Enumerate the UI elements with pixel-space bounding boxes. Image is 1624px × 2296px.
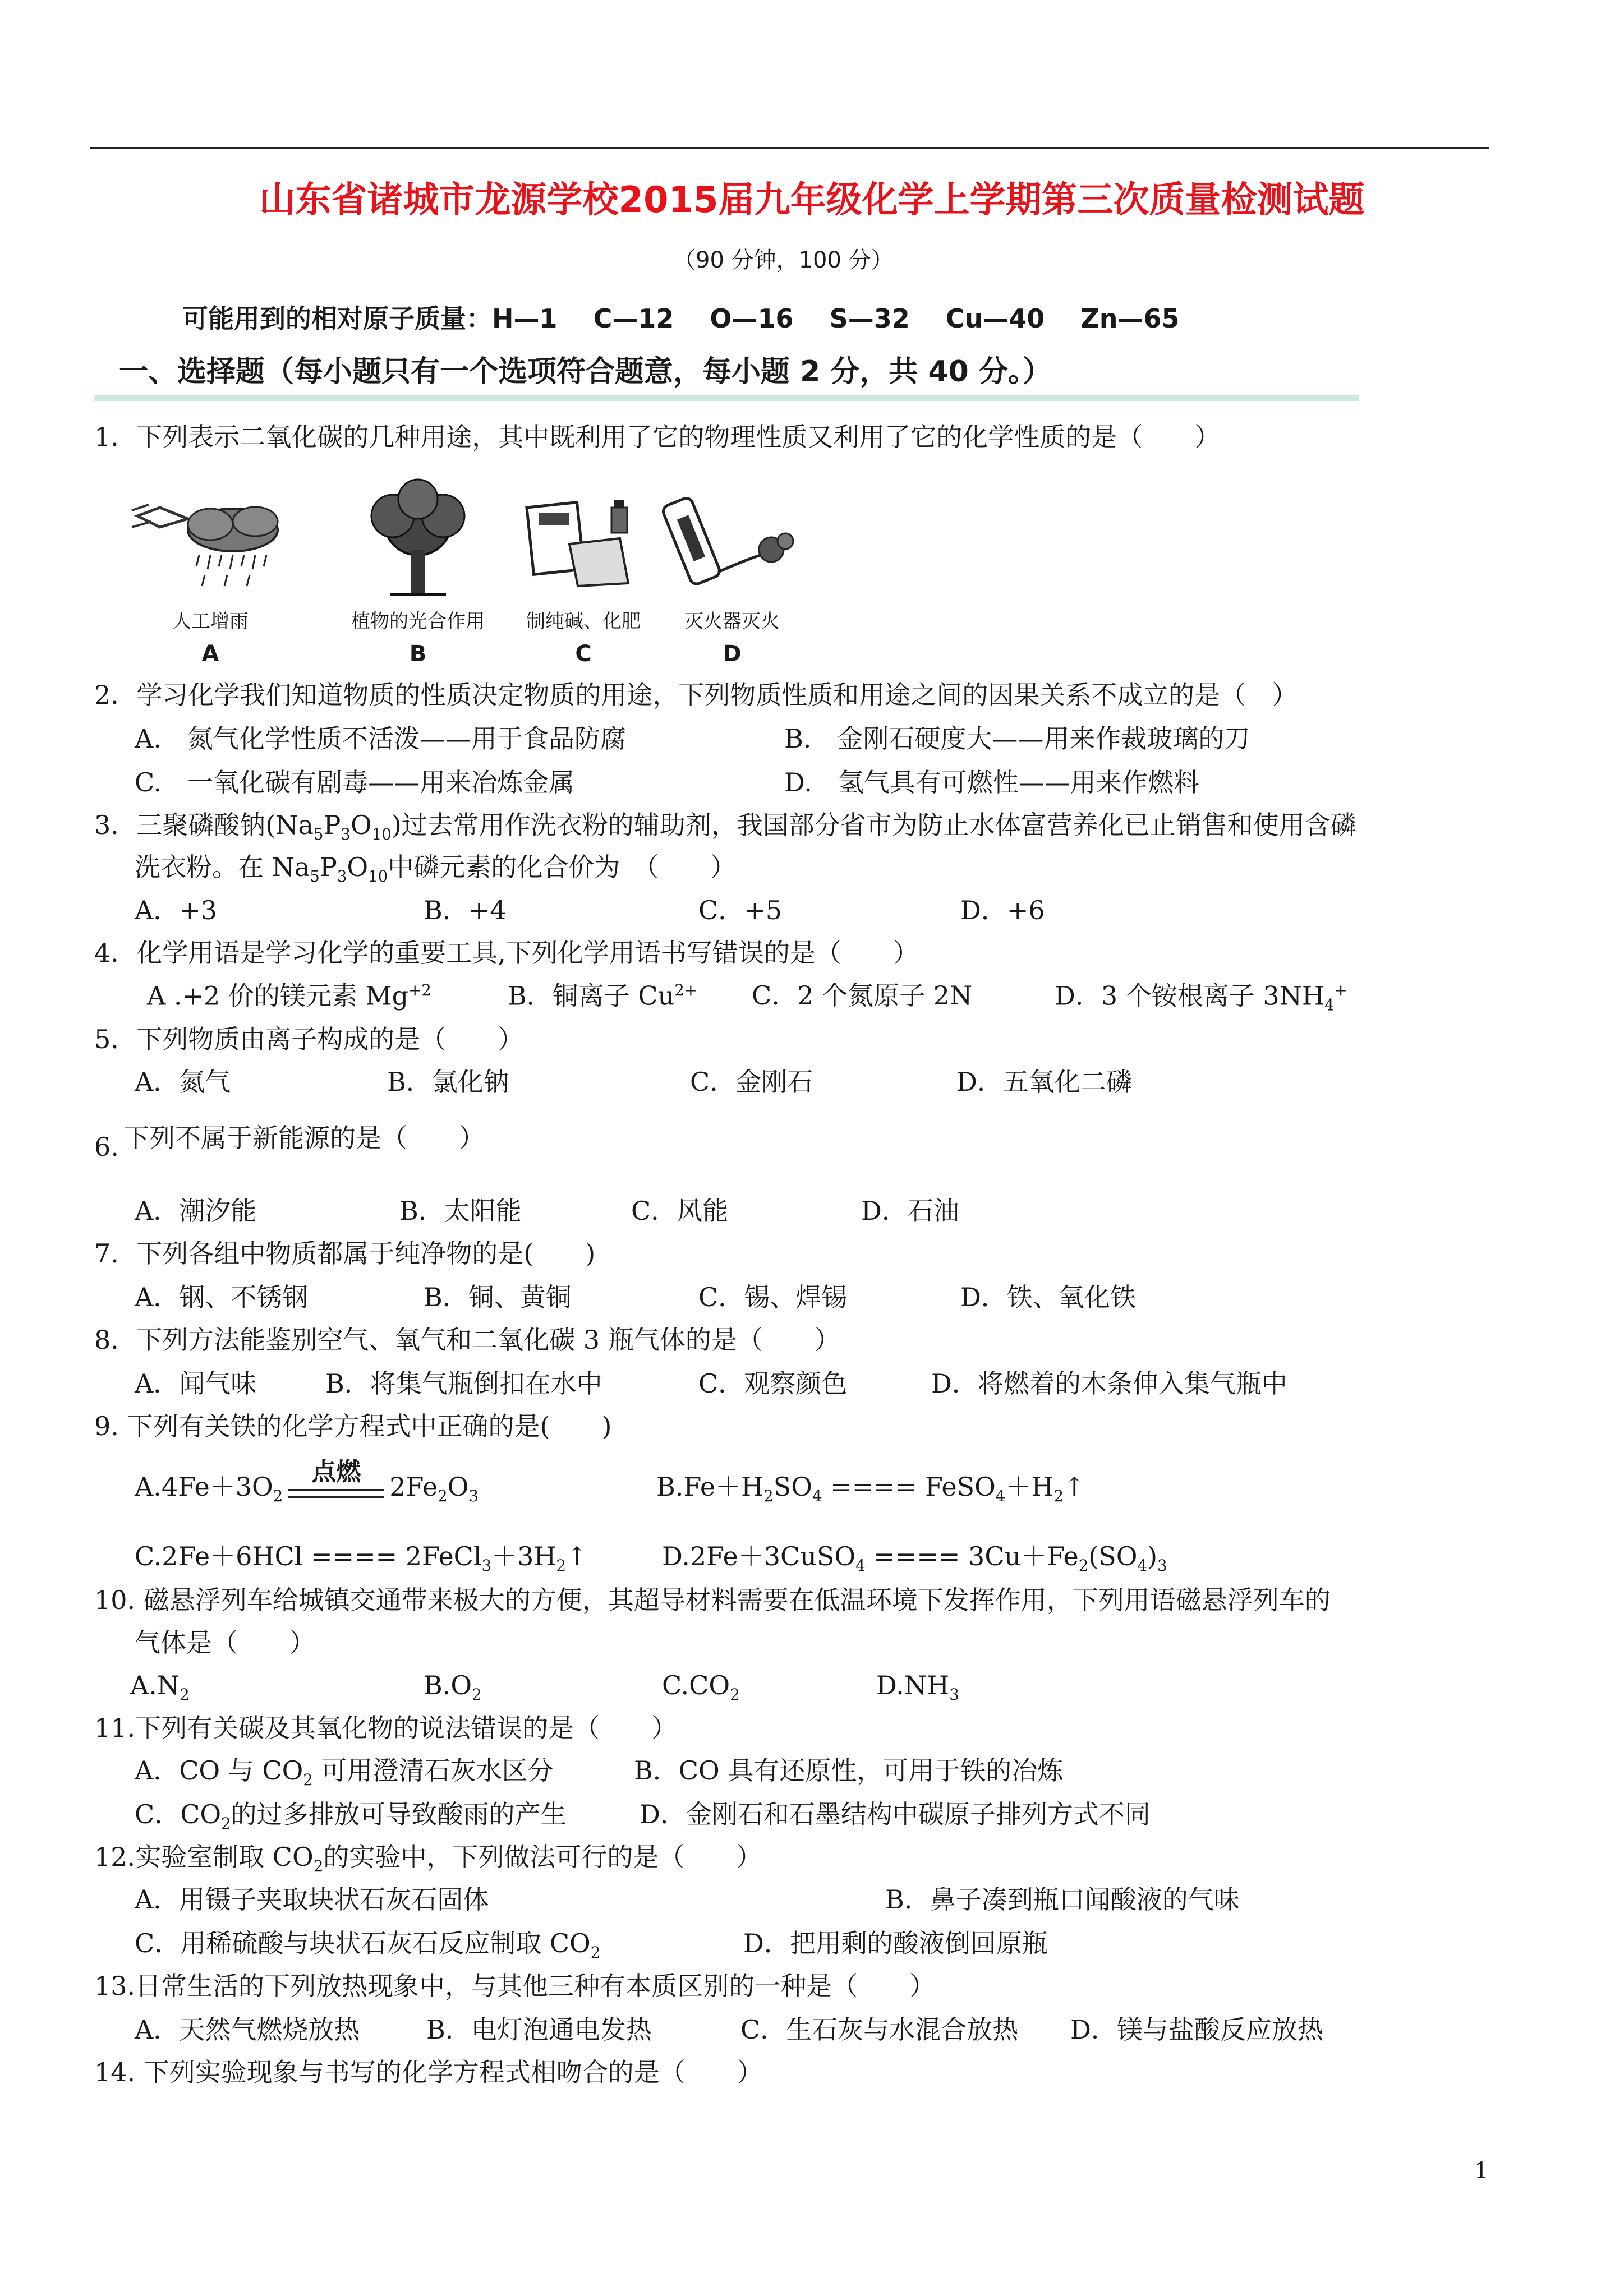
q3-stem-line2: 洗衣粉。在 $Na_5P_3O_{10}$中磷元素的化合价为 （ ） <box>135 852 737 886</box>
q6-option-a: A．潮汐能 <box>135 1196 257 1226</box>
page-number: 1 <box>1474 2158 1489 2184</box>
section-heading: 一、选择题（每小题只有一个选项符合题意，每小题 2 分，共 40 分。） <box>119 355 1052 389</box>
q8-stem: 8．下列方法能鉴别空气、氧气和二氧化碳 3 瓶气体的是（ ） <box>94 1325 840 1355</box>
q12-option-d: D．把用剩的酸液倒回原瓶 <box>743 1928 1048 1958</box>
figure-letter: D <box>723 641 742 667</box>
q10-option-c: $C.CO_2$ <box>662 1670 740 1704</box>
q7-option-b: B．铜、黄铜 <box>424 1282 572 1312</box>
tree-icon <box>323 477 513 606</box>
fertilizer-bag-icon <box>508 477 659 606</box>
fire-extinguisher-icon <box>659 477 805 606</box>
q10-option-d: $D.NH_3$ <box>876 1670 959 1704</box>
q4-option-d: D．3 个铵根离子 $3NH_4^+$ <box>1055 980 1347 1015</box>
q6-option-b: B．太阳能 <box>399 1196 522 1226</box>
q2-option-d: D. 氢气具有可燃性——用来作燃料 <box>784 767 1199 797</box>
q9-option-d: D.2Fe＋3CuSO$_4$ ==== $3Cu+Fe_2(SO_4)_3$ <box>662 1541 1167 1575</box>
q8-option-b: B．将集气瓶倒扣在水中 <box>325 1368 602 1399</box>
figure-caption: 植物的光合作用 <box>351 610 485 633</box>
q9-stem: 9. 下列有关铁的化学方程式中正确的是( ) <box>94 1411 612 1441</box>
q13-option-a: A．天然气燃烧放热 <box>135 2014 360 2045</box>
q10-option-b: $B.O_2$ <box>424 1670 482 1704</box>
q4-option-c: C．2 个氮原子 2N <box>752 980 973 1011</box>
q11-option-c: C．$CO_2$的过多排放可导致酸雨的产生 <box>135 1799 567 1833</box>
q7-option-d: D．铁、氧化铁 <box>960 1282 1136 1312</box>
figure-letter: A <box>201 641 219 667</box>
q3-option-d: D．+6 <box>960 895 1045 925</box>
q10-stem-line2: 气体是（ ） <box>135 1628 315 1658</box>
q5-option-a: A．氮气 <box>135 1067 231 1097</box>
figure-extinguisher <box>659 477 805 667</box>
figure-caption: 灭火器灭火 <box>684 610 780 633</box>
q4-option-a: A .+2 价的镁元素 $Mg^{+2}$ <box>147 980 431 1011</box>
q14-stem: 14. 下列实验现象与书写的化学方程式相吻合的是（ ） <box>94 2057 763 2087</box>
q7-option-c: C．锡、焊锡 <box>698 1282 848 1312</box>
q11-option-d: D．金刚石和石墨结构中碳原子排列方式不同 <box>640 1799 1151 1829</box>
q6-stem: 下列不属于新能源的是（ ） <box>123 1123 485 1153</box>
q8-option-a: A．闻气味 <box>135 1368 257 1399</box>
q6-option-c: C．风能 <box>631 1196 729 1226</box>
reaction-condition: 点燃 <box>288 1487 384 1496</box>
figure-soda-fertilizer <box>508 477 659 667</box>
q8-option-d: D．将燃着的木条伸入集气瓶中 <box>931 1368 1287 1399</box>
q9-option-c: C.2Fe＋6HCl ==== $2FeCl_3+3H_2↑$ <box>135 1541 588 1575</box>
figure-artificial-rain <box>126 477 295 667</box>
q3-stem-line1: 3．三聚磷酸钠$(Na_5P_3O_{10})$过去常用作洗衣粉的辅助剂，我国部分省市为防止水体富营养化已止销售和使用含磷 <box>94 810 1356 844</box>
q7-stem: 7．下列各组中物质都属于纯净物的是( ) <box>94 1238 596 1269</box>
q5-option-c: C．金刚石 <box>690 1067 813 1097</box>
q2-option-b: B. 金刚石硬度大——用来作裁玻璃的刀 <box>784 723 1250 754</box>
figure-photosynthesis <box>323 477 513 667</box>
q13-option-c: C．生石灰与水混合放热 <box>740 2014 1019 2045</box>
time-score: （90 分钟，100 分） <box>673 247 894 273</box>
page-title: 山东省诸城市龙源学校2015届九年级化学上学期第三次质量检测试题 <box>259 179 1365 221</box>
q2-stem: 2．学习化学我们知道物质的性质决定物质的用途，下列物质性质和用途之间的因果关系不成立的是（ ） <box>94 680 1298 710</box>
figure-caption: 制纯碱、化肥 <box>526 610 641 633</box>
q7-option-a: A．钢、不锈钢 <box>135 1282 309 1312</box>
q12-stem: 12.实验室制取 $CO_2$的实验中，下列做法可行的是（ ） <box>94 1842 762 1876</box>
q12-option-b: B．鼻子凑到瓶口闻酸液的气味 <box>885 1884 1240 1915</box>
figure-letter: C <box>575 641 592 667</box>
top-rule <box>90 147 1489 149</box>
q8-option-c: C．观察颜色 <box>698 1368 848 1399</box>
q5-stem: 5．下列物质由离子构成的是（ ） <box>94 1024 524 1054</box>
q1-stem: 1．下列表示二氧化碳的几种用途，其中既利用了它的物理性质又利用了它的化学性质的是（ ） <box>94 422 1221 452</box>
q3-option-a: A．+3 <box>135 895 218 925</box>
q3-option-c: C．+5 <box>698 895 783 925</box>
cloud-rain-icon <box>126 477 295 606</box>
q11-option-a: A．CO 与 $CO_2$ 可用澄清石灰水区分 <box>135 1755 554 1790</box>
q12-option-c: C．用稀硫酸与块状石灰石反应制取 $CO_2$ <box>135 1928 601 1962</box>
figure-caption: 人工增雨 <box>172 610 249 633</box>
atomic-masses: 可能用到的相对原子质量：H—1 C—12 O—16 S—32 Cu—40 Zn—65 <box>182 303 1180 334</box>
q3-option-b: B．+4 <box>424 895 507 925</box>
q10-option-a: $A.N_2$ <box>130 1670 190 1704</box>
section-rule <box>94 395 1359 401</box>
q6-number: 6. <box>94 1132 119 1162</box>
q13-option-d: D．镁与盐酸反应放热 <box>1070 2014 1323 2045</box>
q9-option-b: $B.Fe+H_2SO_4$ ==== $FeSO_4+H_2↑$ <box>656 1472 1085 1506</box>
q12-option-a: A．用镊子夹取块状石灰石固体 <box>135 1884 489 1915</box>
figure-letter: B <box>409 641 427 667</box>
q9-option-a: $A.4Fe+3O_2$ 点燃 $2Fe_2O_3$ <box>135 1458 479 1506</box>
q5-option-d: D．五氧化二磷 <box>956 1067 1132 1097</box>
q6-option-d: D．石油 <box>861 1196 959 1226</box>
q10-stem-line1: 10. 磁悬浮列车给城镇交通带来极大的方便，其超导材料需要在低温环境下发挥作用，下列用语磁悬浮列车的 <box>94 1585 1331 1615</box>
q13-stem: 13.日常生活的下列放热现象中，与其他三种有本质区别的一种是（ ） <box>94 1971 936 2001</box>
q2-option-c: C. 一氧化碳有剧毒——用来冶炼金属 <box>135 767 575 797</box>
q5-option-b: B．氯化钠 <box>387 1067 509 1097</box>
q13-option-b: B．电灯泡通电发热 <box>426 2014 652 2045</box>
q2-option-a: A. 氮气化学性质不活泼——用于食品防腐 <box>135 723 626 754</box>
q4-option-b: B．铜离子 $Cu^{2+}$ <box>508 980 697 1011</box>
q4-stem: 4．化学用语是学习化学的重要工具,下列化学用语书写错误的是（ ） <box>94 938 919 968</box>
q11-stem: 11.下列有关碳及其氧化物的说法错误的是（ ） <box>94 1713 678 1743</box>
q11-option-b: B．CO 具有还原性，可用于铁的冶炼 <box>634 1755 1064 1786</box>
